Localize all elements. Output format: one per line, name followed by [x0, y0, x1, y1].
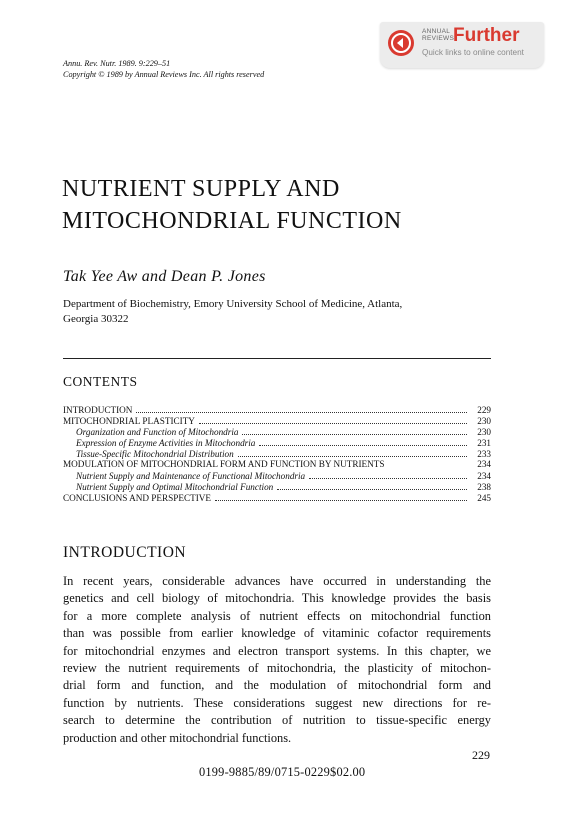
toc-label: Tissue-Specific Mitochondrial Distribution	[76, 449, 234, 459]
toc-item[interactable]	[63, 470, 491, 481]
paragraph-line: review the nutrient requirements of mitochondria, the plasticity of mitochon-	[63, 661, 491, 676]
paragraph-line: genetics and cell biology of mitochondria. This knowledge provides the basis	[63, 591, 491, 606]
toc-item[interactable]	[63, 404, 491, 415]
toc-leader	[136, 404, 467, 413]
introduction-heading: INTRODUCTION	[63, 544, 187, 561]
toc-leader	[277, 481, 467, 490]
toc-page: 234	[477, 471, 491, 481]
badge-quick-links[interactable]: Quick links to online content	[422, 48, 524, 57]
introduction-paragraph	[63, 573, 491, 747]
divider-rule	[63, 358, 491, 359]
toc-leader	[242, 426, 467, 435]
toc-page: 229	[477, 405, 491, 415]
journal-citation	[63, 58, 264, 80]
badge-annual-reviews	[422, 28, 454, 42]
toc-label: CONCLUSIONS AND PERSPECTIVE	[63, 493, 212, 503]
toc-leader	[199, 415, 467, 424]
toc-leader	[309, 470, 467, 479]
toc-label: Expression of Enzyme Activities in Mitochondria	[76, 438, 256, 448]
affiliation	[63, 297, 493, 327]
badge-further: Further	[453, 25, 520, 46]
toc-leader	[388, 459, 467, 467]
table-of-contents	[63, 404, 491, 503]
toc-item[interactable]	[63, 448, 491, 459]
paragraph-line: function by nutrients. These considerations suggest new directions for re-	[63, 695, 491, 710]
toc-page: 234	[477, 459, 491, 469]
toc-item[interactable]	[63, 459, 491, 470]
toc-item[interactable]	[63, 481, 491, 492]
journal-copyright: Copyright © 1989 by Annual Reviews Inc. All rights reserved	[63, 70, 265, 79]
toc-leader	[215, 492, 467, 501]
toc-item[interactable]	[63, 426, 491, 437]
affiliation-line-1: Department of Biochemistry, Emory University School of Medicine, Atlanta,	[63, 298, 403, 310]
toc-item[interactable]	[63, 492, 491, 503]
paragraph-line: production and other mitochondrial functions.	[63, 730, 292, 745]
toc-item[interactable]	[63, 415, 491, 426]
title-line-2: MITOCHONDRIAL FUNCTION	[62, 208, 402, 234]
toc-label: INTRODUCTION	[63, 405, 133, 415]
authors: Tak Yee Aw and Dean P. Jones	[63, 268, 266, 285]
toc-page: 231	[477, 438, 491, 448]
toc-page: 230	[477, 416, 491, 426]
toc-page: 233	[477, 449, 491, 459]
toc-label: Nutrient Supply and Maintenance of Functional Mitochondria	[76, 471, 306, 481]
toc-item[interactable]	[63, 437, 491, 448]
badge-annual: ANNUAL	[422, 28, 451, 35]
paragraph-line: search to determine the contribution of nutrition to tissue-specific energy	[63, 713, 491, 728]
toc-page: 238	[477, 482, 491, 492]
toc-page: 230	[477, 427, 491, 437]
paragraph-line: than was possible from earlier knowledge of vitaminic cofactor requirements	[63, 626, 491, 641]
article-title	[62, 173, 402, 237]
affiliation-line-2: Georgia 30322	[63, 313, 129, 325]
toc-label: Organization and Function of Mitochondria	[76, 427, 239, 437]
paragraph-line: drial form and function, and the modulation of mitochondrial form and	[63, 678, 491, 693]
paragraph-line: In recent years, considerable advances have occurred in understanding the	[63, 574, 491, 588]
toc-label: MITOCHONDRIAL PLASTICITY	[63, 416, 195, 426]
toc-label: MODULATION OF MITOCHONDRIAL FORM AND FUNCTION BY NUTRIENTS	[63, 459, 385, 469]
toc-page: 245	[477, 493, 491, 503]
paragraph-line: for mitochondrial enzymes and electron transport systems. In this chapter, we	[63, 643, 491, 658]
paragraph-line: for a more complete analysis of nutrient effects on mitochondrial function	[63, 608, 491, 623]
contents-heading: CONTENTS	[63, 374, 138, 389]
toc-leader	[238, 448, 467, 457]
toc-label: Nutrient Supply and Optimal Mitochondrial Function	[76, 482, 274, 492]
further-badge[interactable]	[380, 22, 544, 68]
journal-line-1: Annu. Rev. Nutr. 1989. 9:229–51	[63, 59, 171, 68]
footer-code: 0199-9885/89/0715-0229$02.00	[199, 765, 366, 779]
toc-leader	[259, 437, 467, 446]
title-line-1: NUTRIENT SUPPLY AND	[62, 176, 340, 202]
badge-reviews: REVIEWS	[422, 35, 455, 42]
page-number: 229	[472, 748, 490, 762]
play-arrow-icon	[388, 30, 414, 56]
